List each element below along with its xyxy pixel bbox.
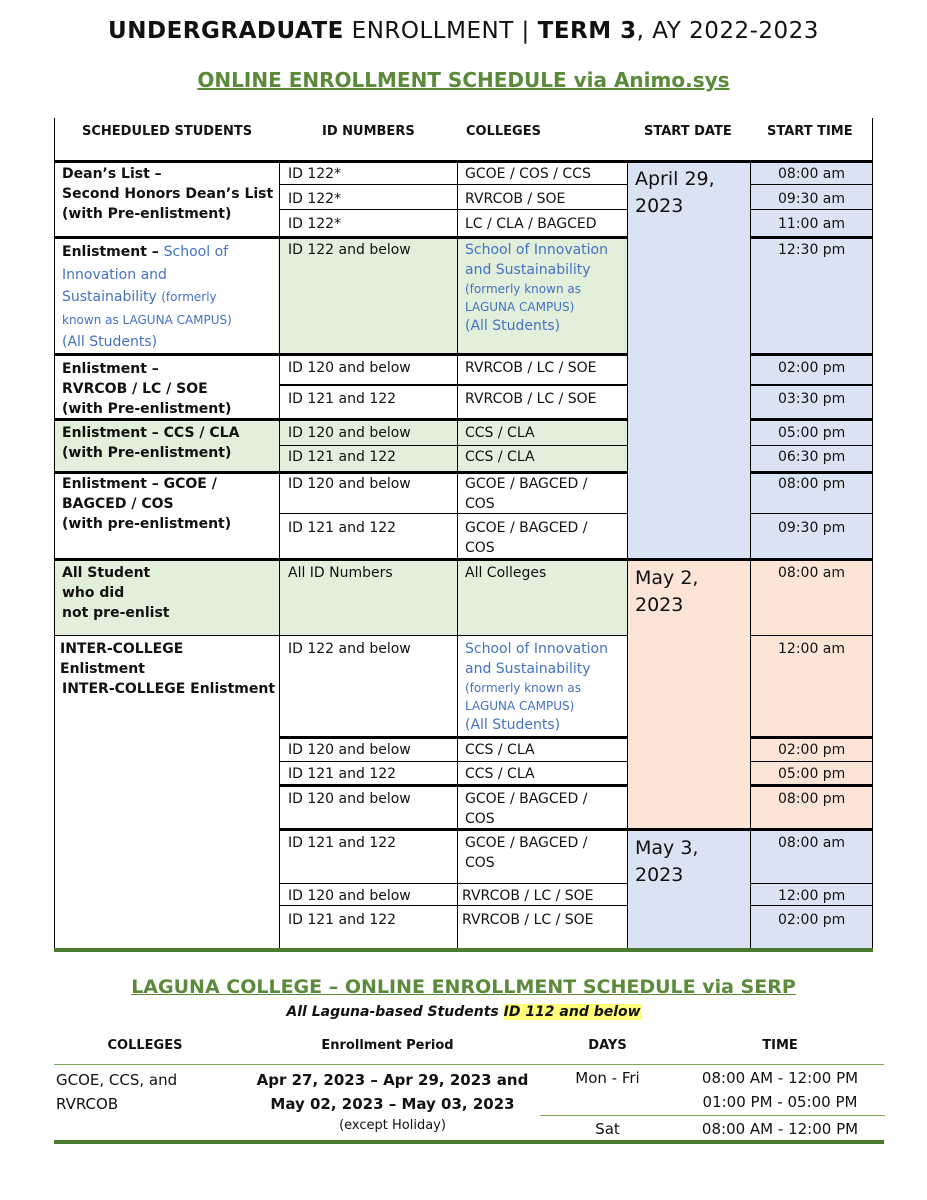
grid-line xyxy=(750,184,873,185)
college-cell: GCOE / BAGCED / COS xyxy=(465,476,588,512)
laguna-title: LAGUNA COLLEGE – ONLINE ENROLLMENT SCHEDULE via SERP xyxy=(131,976,796,998)
id-cell: ID 122 and below xyxy=(288,242,411,258)
college-cell: CCS / CLA xyxy=(465,766,535,782)
time-cell: 02:00 pm xyxy=(778,742,846,758)
grid-line xyxy=(750,635,873,636)
grid-line xyxy=(279,784,627,787)
college-cell: RVRCOB / LC / SOE xyxy=(462,888,594,904)
schedule-table xyxy=(54,118,874,953)
time-cell: 03:30 pm xyxy=(778,391,846,407)
grid-line xyxy=(750,784,873,787)
group-gcoe: Enlistment – GCOE / BAGCED / COS (with pre-enlistment) xyxy=(62,476,232,532)
col-header-students: SCHEDULED STUDENTS xyxy=(82,124,253,139)
grid-line xyxy=(279,736,627,739)
laguna-header-colleges: COLLEGES xyxy=(107,1038,183,1053)
group-rvrcob: Enlistment – RVRCOB / LC / SOE (with Pre-enlistment) xyxy=(62,361,232,417)
laguna-days-weekday: Mon - Fri xyxy=(575,1069,640,1087)
grid-line xyxy=(279,209,627,210)
time-cell: 08:00 am xyxy=(778,565,846,581)
id-cell: ID 122* xyxy=(288,166,342,182)
college-cell: GCOE / COS / CCS xyxy=(465,166,591,182)
laguna-colleges: GCOE, CCS, and RVRCOB xyxy=(56,1071,178,1113)
id-cell: ID 122* xyxy=(288,216,342,232)
laguna-header-period: Enrollment Period xyxy=(321,1038,454,1053)
group-sis: Enlistment – School of Innovation and Sustainability (formerly known as LAGUNA CAMPUS) (All Students) xyxy=(62,244,232,350)
id-cell: ID 120 and below xyxy=(288,360,411,376)
laguna-header-days: DAYS xyxy=(588,1038,627,1053)
grid-line xyxy=(627,162,628,950)
time-cell: 12:30 pm xyxy=(778,242,846,258)
start-date-may3: May 3, 2023 xyxy=(635,837,699,886)
time-cell: 06:30 pm xyxy=(778,449,846,465)
time-cell: 09:30 am xyxy=(778,191,846,207)
id-cell: ID 120 and below xyxy=(288,476,411,492)
start-date-apr29: April 29, 2023 xyxy=(635,168,715,217)
grid-line xyxy=(750,513,873,514)
college-cell: All Colleges xyxy=(465,565,547,581)
laguna-header-rule xyxy=(54,1064,884,1065)
grid-line xyxy=(872,118,873,950)
grid-line xyxy=(54,558,873,561)
grid-line xyxy=(750,209,873,210)
col-header-start-time: START TIME xyxy=(767,124,853,139)
college-cell: RVRCOB / LC / SOE xyxy=(465,360,597,376)
id-cell: ID 121 and 122 xyxy=(288,835,397,851)
laguna-subtitle: All Laguna-based Students ID 112 and below xyxy=(286,1004,641,1020)
laguna-bottom-rule xyxy=(54,1140,884,1144)
time-cell: 11:00 am xyxy=(778,216,846,232)
grid-line xyxy=(279,418,627,421)
time-cell: 08:00 am xyxy=(778,166,846,182)
grid-line xyxy=(457,162,458,950)
laguna-time-weekday: 08:00 AM - 12:00 PM 01:00 PM - 05:00 PM xyxy=(701,1069,859,1111)
id-cell: ID 121 and 122 xyxy=(288,449,397,465)
college-cell: CCS / CLA xyxy=(465,425,535,441)
grid-line xyxy=(54,118,55,950)
id-cell: ID 120 and below xyxy=(288,425,411,441)
grid-line xyxy=(54,236,627,239)
grid-line xyxy=(750,883,873,884)
time-cell: 09:30 pm xyxy=(778,520,846,536)
college-cell: RVRCOB / SOE xyxy=(465,191,566,207)
grid-line xyxy=(750,418,873,421)
group-inter-college: INTER-COLLEGE Enlistment INTER-COLLEGE Enlistment xyxy=(60,641,276,697)
grid-line xyxy=(750,445,873,446)
college-cell-sis: School of Innovation and Sustainability (formerly known as LAGUNA CAMPUS) (All Students) xyxy=(465,641,608,733)
start-date-may2: May 2, 2023 xyxy=(635,567,699,616)
college-cell: GCOE / BAGCED / COS xyxy=(465,520,588,556)
grid-line xyxy=(279,184,627,185)
college-cell: CCS / CLA xyxy=(465,449,535,465)
grid-line xyxy=(279,162,280,950)
grid-line xyxy=(279,883,627,884)
grid-line xyxy=(750,761,873,762)
grid-line xyxy=(279,384,627,386)
laguna-row-rule xyxy=(540,1115,885,1116)
col-header-id: ID NUMBERS xyxy=(322,124,415,139)
college-cell: LC / CLA / BAGCED xyxy=(465,216,597,232)
id-cell: ID 122* xyxy=(288,191,342,207)
college-cell: GCOE / BAGCED / COS xyxy=(465,791,588,827)
grid-line xyxy=(54,160,873,163)
id-cell: ID 120 and below xyxy=(288,742,411,758)
id-cell: ID 120 and below xyxy=(288,888,411,904)
schedule-subtitle: ONLINE ENROLLMENT SCHEDULE via Animo.sys xyxy=(197,68,730,92)
time-cell: 08:00 pm xyxy=(778,791,846,807)
grid-line xyxy=(750,384,873,386)
id-cell: ID 121 and 122 xyxy=(288,912,397,928)
college-cell: GCOE / BAGCED / COS xyxy=(465,835,588,871)
college-cell: CCS / CLA xyxy=(465,742,535,758)
grid-line xyxy=(279,445,627,446)
id-cell: All ID Numbers xyxy=(288,565,393,581)
id-cell: ID 121 and 122 xyxy=(288,520,397,536)
time-cell: 12:00 am xyxy=(778,641,846,657)
grid-line xyxy=(750,236,873,239)
time-cell: 05:00 pm xyxy=(778,425,846,441)
time-cell: 02:00 pm xyxy=(778,360,846,376)
group-all-student: All Student who did not pre-enlist xyxy=(62,565,170,621)
grid-line xyxy=(279,761,627,762)
grid-line xyxy=(54,635,627,636)
college-cell: RVRCOB / LC / SOE xyxy=(462,912,594,928)
id-cell: ID 121 and 122 xyxy=(288,391,397,407)
group-ccs: Enlistment – CCS / CLA (with Pre-enlistment) xyxy=(62,425,240,461)
time-cell: 05:00 pm xyxy=(778,766,846,782)
time-cell: 08:00 am xyxy=(778,835,846,851)
college-cell-sis: School of Innovation and Sustainability (formerly known as LAGUNA CAMPUS) (All Students) xyxy=(465,242,608,334)
laguna-period: Apr 27, 2023 – Apr 29, 2023 and May 02, 2023 – May 03, 2023 (except Holiday) xyxy=(256,1071,529,1133)
table-bottom-rule xyxy=(54,948,873,952)
col-header-start-date: START DATE xyxy=(644,124,732,139)
laguna-header-time: TIME xyxy=(762,1038,798,1053)
laguna-days-sat: Sat xyxy=(595,1120,620,1138)
page-title: UNDERGRADUATE ENROLLMENT | TERM 3, AY 2022-2023 xyxy=(108,18,819,44)
grid-line xyxy=(750,353,873,356)
time-cell: 12:00 pm xyxy=(778,888,846,904)
time-cell: 08:00 pm xyxy=(778,476,846,492)
id-cell: ID 122 and below xyxy=(288,641,411,657)
grid-line xyxy=(750,162,751,950)
group-deans-list: Dean’s List – Second Honors Dean’s List (with Pre-enlistment) xyxy=(62,166,274,222)
college-cell: RVRCOB / LC / SOE xyxy=(465,391,597,407)
laguna-time-sat: 08:00 AM - 12:00 PM xyxy=(701,1120,859,1138)
id-cell: ID 120 and below xyxy=(288,791,411,807)
id-cell: ID 121 and 122 xyxy=(288,766,397,782)
time-cell: 02:00 pm xyxy=(778,912,846,928)
col-header-colleges: COLLEGES xyxy=(466,124,541,139)
grid-line xyxy=(750,736,873,739)
